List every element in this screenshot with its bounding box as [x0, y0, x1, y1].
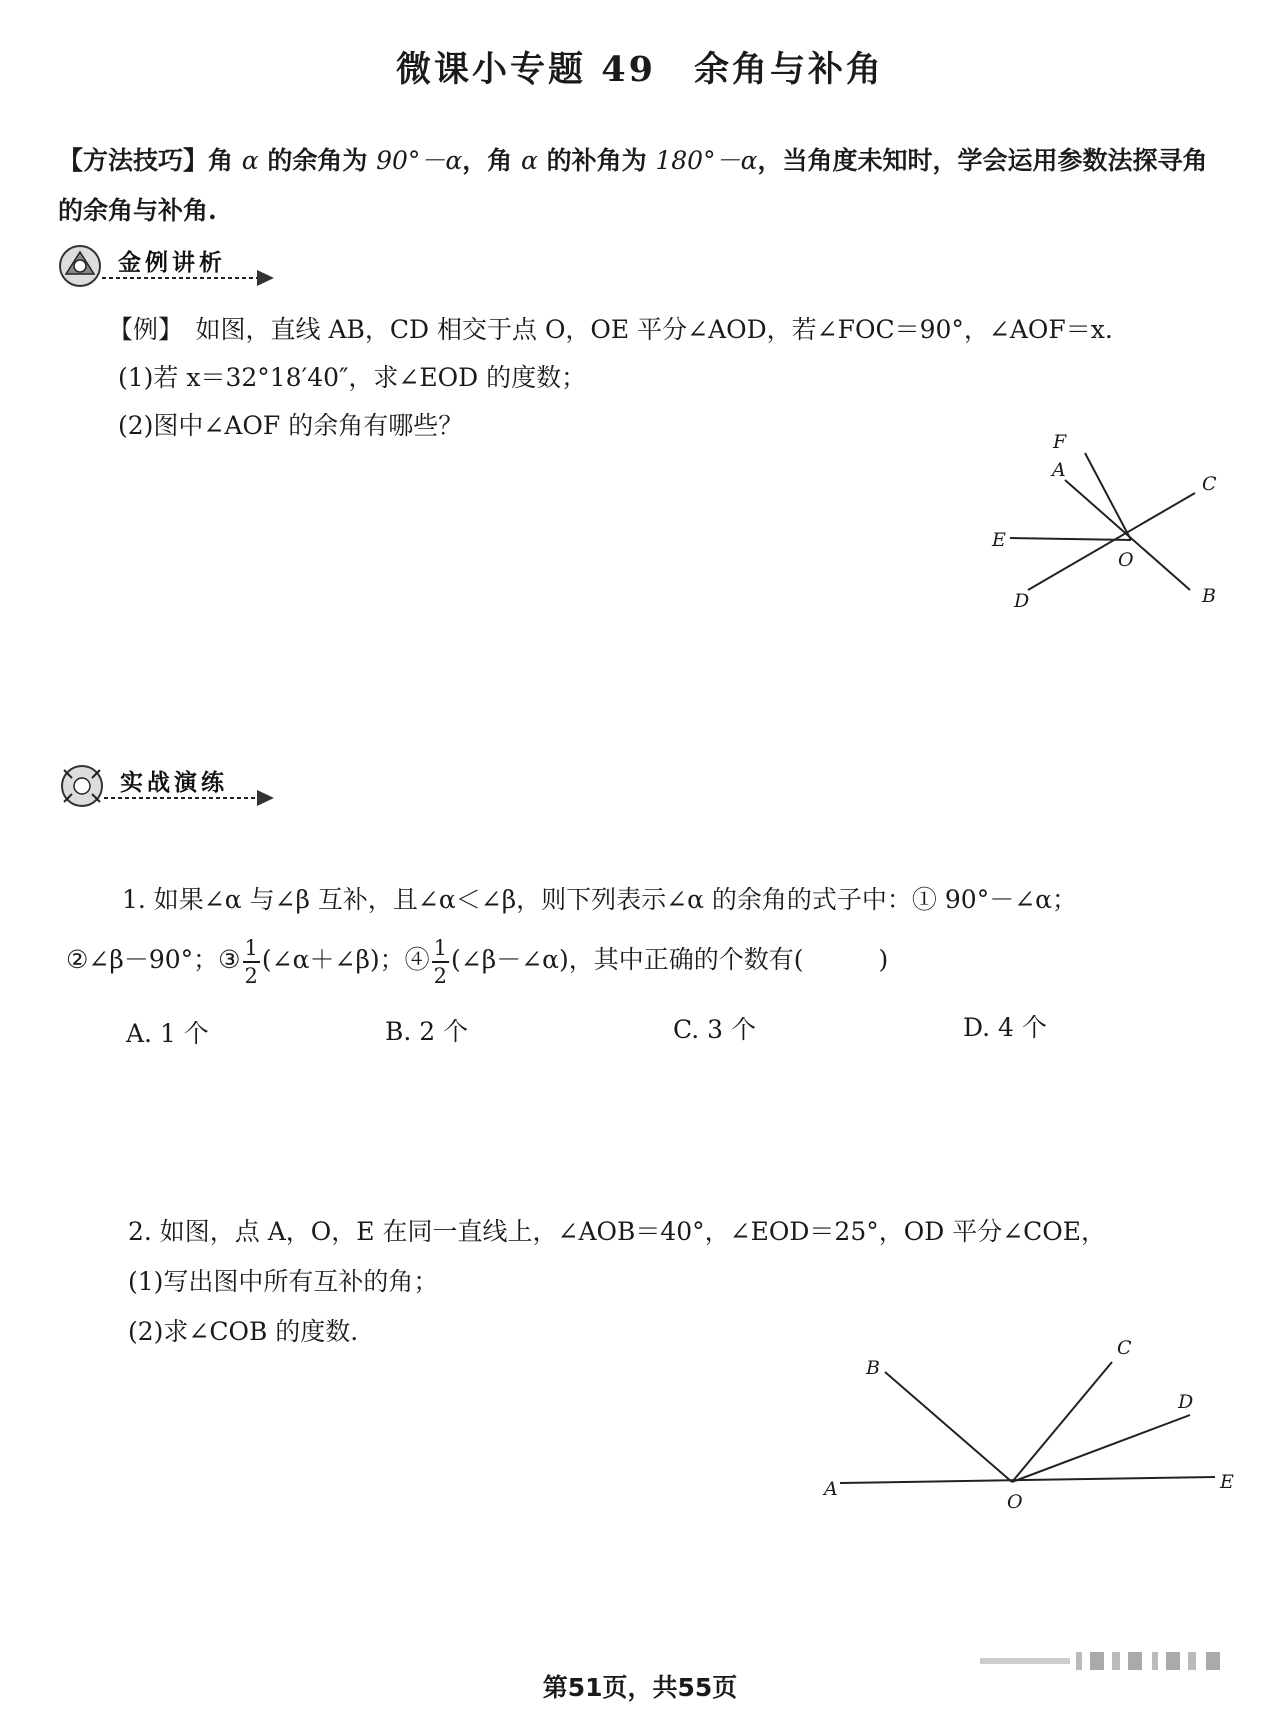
label-C: C [1202, 473, 1217, 495]
label-F: F [1053, 431, 1067, 453]
label-B: B [1202, 585, 1216, 607]
fraction-denominator: 2 [433, 963, 448, 988]
label-O: O [1007, 1491, 1023, 1513]
problem1-text: (∠β－∠α)，其中正确的个数有( ) [451, 945, 889, 974]
label-A: A [1052, 459, 1066, 481]
option-d: D. 4 个 [963, 1013, 1047, 1042]
option-a: A. 1 个 [126, 1019, 209, 1048]
fraction-numerator: 1 [432, 935, 449, 963]
label-A: A [824, 1478, 838, 1500]
alpha-symbol: α [241, 146, 259, 175]
problem2-question-2: (2)求∠COB 的度数. [128, 1317, 359, 1346]
problem1-text: (∠α＋∠β)；④ [261, 945, 430, 974]
fraction-numerator: 1 [243, 935, 260, 963]
method-text: 角 [208, 146, 234, 175]
method-text: ，角 [462, 146, 513, 175]
problem2-stem: 2. 如图，点 A，O，E 在同一直线上，∠AOB＝40°，∠EOD＝25°，OD 平分∠COE， [128, 1217, 1107, 1246]
label-E: E [992, 529, 1006, 551]
label-B: B [866, 1357, 880, 1379]
problem2-question-1: (1)写出图中所有互补的角； [128, 1267, 439, 1296]
ray-OF [1085, 453, 1131, 540]
line-AE [840, 1477, 1215, 1483]
page-footer: 第51页，共55页 [542, 1673, 738, 1702]
example-stem: 【例】 如图，直线 AB，CD 相交于点 O，OE 平分∠AOD，若∠FOC＝90°，∠AOF＝x. [108, 315, 1113, 344]
method-tips [58, 136, 1228, 236]
section-header-example [52, 240, 292, 296]
method-label: 【方法技巧】 [58, 146, 209, 175]
example-question-1: (1)若 x＝32°18′40″，求∠EOD 的度数； [118, 363, 587, 392]
example-question-2: (2)图中∠AOF 的余角有哪些？ [118, 411, 464, 440]
problem1-text: ②∠β－90°；③ [66, 945, 241, 974]
fraction-denominator: 2 [244, 963, 258, 988]
section-title: 实战演练 [120, 770, 228, 796]
method-text: ，当角度未知时，学会运用参数法探寻角的余角与补角. [58, 146, 1208, 225]
label-C: C [1117, 1337, 1132, 1359]
section-title: 金例讲析 [118, 250, 226, 276]
alpha-symbol: α [521, 146, 538, 175]
ray-OE [1010, 538, 1131, 540]
section-header-practice [52, 758, 292, 814]
label-E: E [1220, 1471, 1234, 1493]
problem1-line2 [66, 932, 888, 989]
example-diagram [990, 430, 1240, 620]
ray-OB [885, 1372, 1012, 1482]
line-CD [1028, 493, 1195, 590]
complement-expression: 90°－α [376, 146, 463, 175]
label-D: D [1178, 1391, 1194, 1413]
method-text: 的余角为 [267, 146, 368, 175]
option-c: C. 3 个 [673, 1015, 756, 1044]
option-b: B. 2 个 [385, 1017, 469, 1046]
page-title: 微课小专题 49 余角与补角 [396, 49, 884, 90]
label-O: O [1118, 549, 1134, 571]
problem2-diagram [810, 1330, 1240, 1520]
method-text: 的补角为 [546, 146, 647, 175]
problem1-line1: 1. 如果∠α 与∠β 互补，且∠α＜∠β，则下列表示∠α 的余角的式子中：① 90°－∠α； [122, 885, 1078, 914]
supplement-expression: 180°－α [655, 146, 758, 175]
fraction-half [432, 935, 449, 989]
fraction-half [243, 935, 260, 989]
label-D: D [1014, 590, 1030, 612]
